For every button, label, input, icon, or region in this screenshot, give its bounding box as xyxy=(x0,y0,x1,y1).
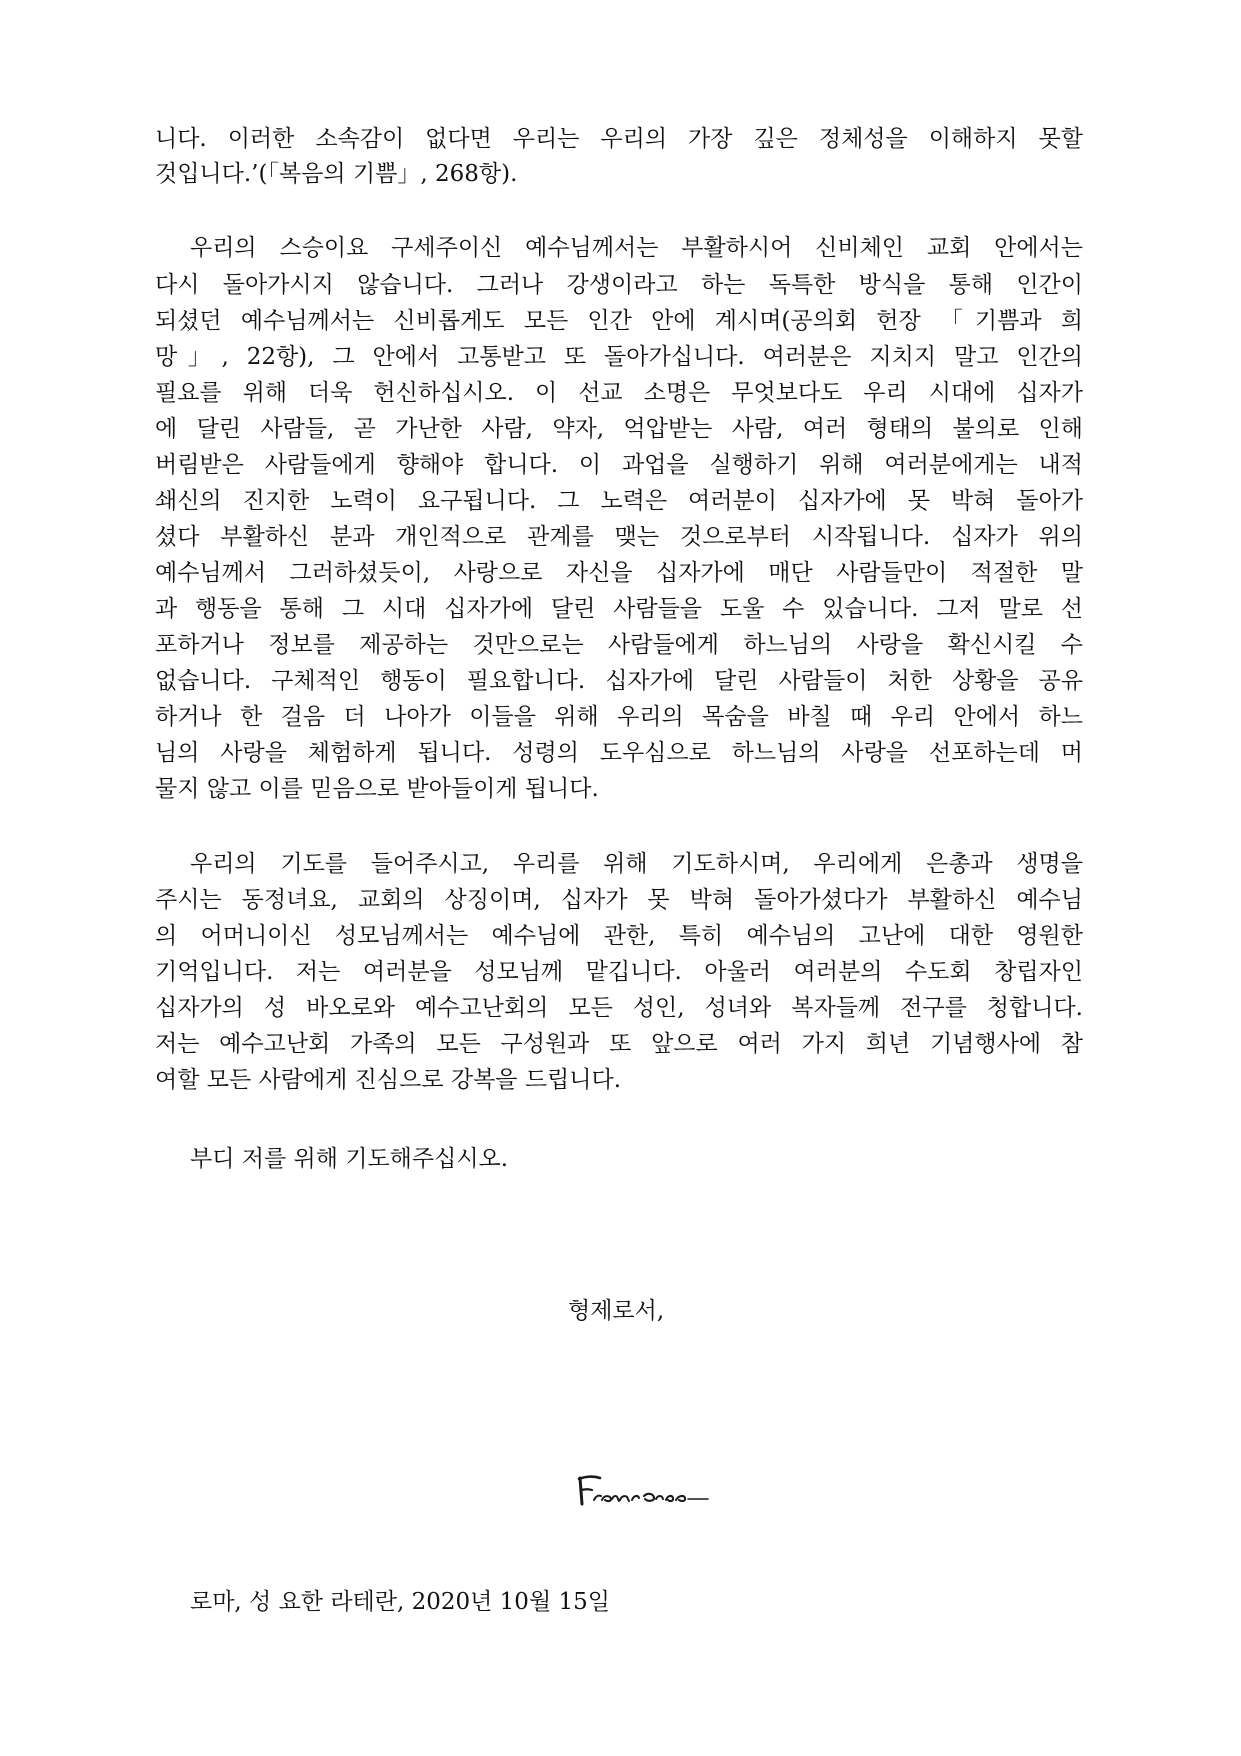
paragraph-2-line-9: 셨다 부활하신 분과 개인적으로 관계를 맺는 것으로부터 시작됩니다. 십자가 위의 xyxy=(155,524,1083,550)
paragraph-2-line-3: 되셨던 예수님께서는 신비롭게도 모든 인간 안에 계시며(공의회 헌장 「기쁨과 희 xyxy=(155,308,1083,334)
paragraph-3-line-3: 의 어머니이신 성모님께서는 예수님에 관한, 특히 예수님의 고난에 대한 영원한 xyxy=(155,923,1083,949)
paragraph-2-line-15: 님의 사랑을 체험하게 됩니다. 성령의 도우심으로 하느님의 사랑을 선포하는데 머 xyxy=(155,740,1083,766)
prayer-request-line: 부디 저를 위해 기도해주십시오. xyxy=(190,1146,509,1172)
paragraph-3-line-5: 십자가의 성 바오로와 예수고난회의 모든 성인, 성녀와 복자들께 전구를 청합니다. xyxy=(155,995,1083,1021)
paragraph-2-line-4: 망」, 22항), 그 안에서 고통받고 또 돌아가십니다. 여러분은 지치지 말고 인간의 xyxy=(155,344,1083,370)
paragraph-2-line-6: 에 달린 사람들, 곧 가난한 사람, 약자, 억압받는 사람, 여러 형태의 불의로 인해 xyxy=(155,416,1083,442)
paragraph-2-line-16: 물지 않고 이를 믿음으로 받아들이게 됩니다. xyxy=(155,776,599,802)
paragraph-2-line-5: 필요를 위해 더욱 헌신하십시오. 이 선교 소명은 무엇보다도 우리 시대에 십자가 xyxy=(155,380,1083,406)
paragraph-2-line-8: 쇄신의 진지한 노력이 요구됩니다. 그 노력은 여러분이 십자가에 못 박혀 돌아가 xyxy=(155,488,1083,514)
paragraph-3-line-2: 주시는 동정녀요, 교회의 상징이며, 십자가 못 박혀 돌아가셨다가 부활하신 예수님 xyxy=(155,887,1083,913)
paragraph-3-line-6: 저는 예수고난회 가족의 모든 구성원과 또 앞으로 여러 가지 희년 기념행사에 참 xyxy=(155,1031,1083,1057)
paragraph-2-line-1: 우리의 스승이요 구세주이신 예수님께서는 부활하시어 신비체인 교회 안에서는 xyxy=(190,235,1083,261)
paragraph-1-line-2: 것입니다.’(「복음의 기쁨」, 268항). xyxy=(155,161,518,187)
paragraph-2-line-13: 없습니다. 구체적인 행동이 필요합니다. 십자가에 달린 사람들이 처한 상황을 공유 xyxy=(155,668,1083,694)
signature xyxy=(574,1470,714,1514)
closing-salutation: 형제로서, xyxy=(568,1298,665,1324)
paragraph-2-line-12: 포하거나 정보를 제공하는 것만으로는 사람들에게 하느님의 사랑을 확신시킬 수 xyxy=(155,632,1083,658)
paragraph-3-line-1: 우리의 기도를 들어주시고, 우리를 위해 기도하시며, 우리에게 은총과 생명을 xyxy=(190,851,1083,877)
dateline: 로마, 성 요한 라테란, 2020년 10월 15일 xyxy=(190,1589,610,1615)
signature-drawing xyxy=(574,1470,714,1514)
paragraph-3-line-4: 기억입니다. 저는 여러분을 성모님께 맡깁니다. 아울러 여러분의 수도회 창립자인 xyxy=(155,959,1083,985)
paragraph-3-line-7: 여할 모든 사람에게 진심으로 강복을 드립니다. xyxy=(155,1067,622,1093)
paragraph-2-line-2: 다시 돌아가시지 않습니다. 그러나 강생이라고 하는 독특한 방식을 통해 인간이 xyxy=(155,272,1083,298)
paragraph-2-line-11: 과 행동을 통해 그 시대 십자가에 달린 사람들을 도울 수 있습니다. 그저 말로 선 xyxy=(155,596,1083,622)
paragraph-2-line-10: 예수님께서 그러하셨듯이, 사랑으로 자신을 십자가에 매단 사람들만이 적절한 말 xyxy=(155,560,1083,586)
paragraph-1-line-1: 니다. 이러한 소속감이 없다면 우리는 우리의 가장 깊은 정체성을 이해하지 못할 xyxy=(155,126,1083,152)
paragraph-2-line-14: 하거나 한 걸음 더 나아가 이들을 위해 우리의 목숨을 바칠 때 우리 안에서 하느 xyxy=(155,704,1083,730)
paragraph-2-line-7: 버림받은 사람들에게 향해야 합니다. 이 과업을 실행하기 위해 여러분에게는 내적 xyxy=(155,452,1083,478)
